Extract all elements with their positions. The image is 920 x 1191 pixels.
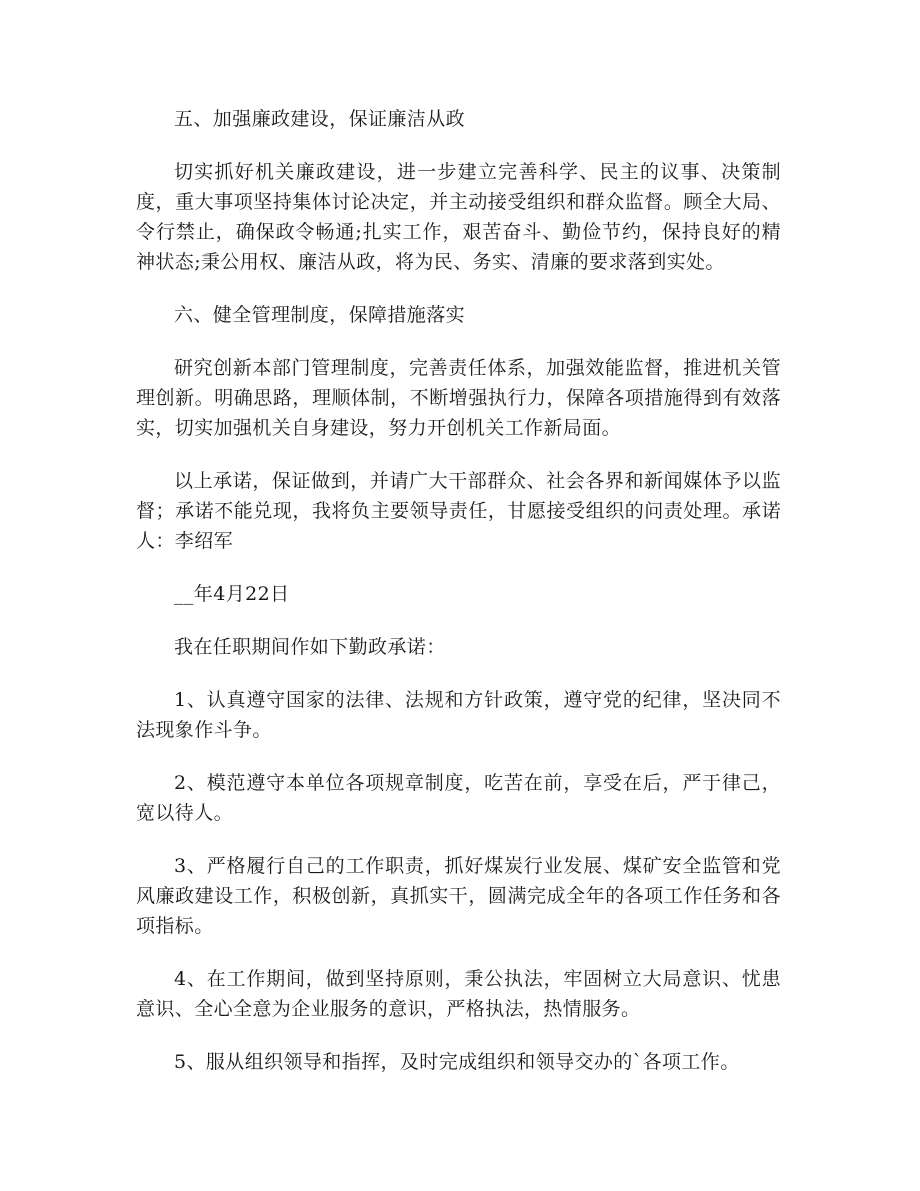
section-5-body: 切实抓好机关廉政建设，进一步建立完善科学、民主的议事、决策制度，重大事项坚持集体讨论决定，并主动接受组织和群众监督。顾全大局、令行禁止，确保政令畅通;扎实工作，艰苦奋斗、勤俭节约，保持良好的精神状态;秉公用权、廉洁从政，将为民、务实、清廉的要求落到实处。: [136, 161, 781, 273]
commitment-item-1: 1、认真遵守国家的法律、法规和方针政策，遵守党的纪律，坚决同不法现象作斗争。: [136, 689, 781, 741]
commitment-intro: 我在任职期间作如下勤政承诺：: [174, 636, 446, 658]
commitment-item-2: 2、模范遵守本单位各项规章制度，吃苦在前，享受在后，严于律己，宽以待人。: [136, 772, 781, 824]
document-content: [136, 104, 781, 1100]
section-6-body: 研究创新本部门管理制度，完善责任体系，加强效能监督，推进机关管理创新。明确思路，理顺体制，不断增强执行力，保障各项措施得到有效落实，切实加强机关自身建设，努力开创机关工作新局面。: [136, 357, 781, 439]
commitment-item-4: 4、在工作期间，做到坚持原则，秉公执法，牢固树立大局意识、忧患意识、全心全意为企业服务的意识，严格执法，热情服务。: [136, 968, 781, 1020]
closing-statement: 以上承诺，保证做到，并请广大干部群众、社会各界和新闻媒体予以监督；承诺不能兑现，我将负主要领导责任，甘愿接受组织的问责处理。承诺人：李绍军: [136, 470, 781, 552]
commitment-item-5: 5、服从组织领导和指挥，及时完成组织和领导交办的`各项工作。: [174, 1051, 740, 1073]
commitment-item-3: 3、严格履行自己的工作职责，抓好煤炭行业发展、煤矿安全监管和党风廉政建设工作，积极创新，真抓实干，圆满完成全年的各项工作任务和各项指标。: [136, 855, 781, 937]
section-6-heading: 六、健全管理制度，保障措施落实: [174, 304, 466, 326]
section-5-heading: 五、加强廉政建设，保证廉洁从政: [174, 108, 466, 130]
date-line: __年4月22日: [174, 583, 290, 605]
